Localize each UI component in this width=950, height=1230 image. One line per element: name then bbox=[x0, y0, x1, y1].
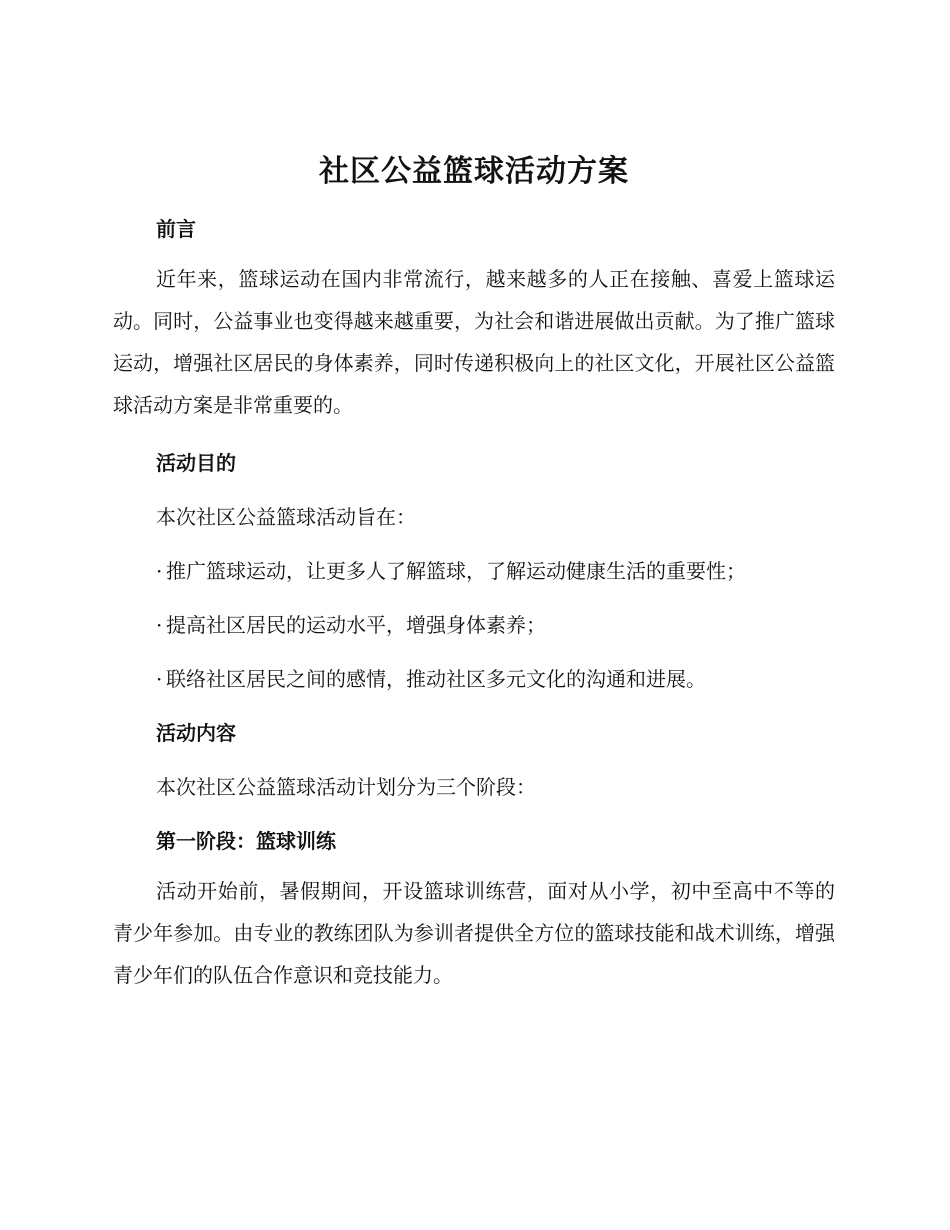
content-intro: 本次社区公益篮球活动计划分为三个阶段： bbox=[156, 775, 536, 799]
document-page bbox=[113, 150, 835, 996]
document-title: 社区公益篮球活动方案 bbox=[319, 154, 629, 189]
bullet-text: 联络社区居民之间的感情，推动社区多元文化的沟通和进展。 bbox=[166, 667, 706, 691]
bullet-marker: · bbox=[156, 667, 163, 691]
bullet-marker: · bbox=[156, 613, 163, 637]
section-heading-purpose: 活动目的 bbox=[156, 451, 236, 475]
spacer bbox=[113, 534, 835, 554]
bullet-text: 提高社区居民的运动水平，增强身体素养； bbox=[166, 613, 546, 637]
spacer bbox=[113, 426, 835, 446]
spacer bbox=[113, 588, 835, 608]
section-heading-content: 活动内容 bbox=[156, 721, 236, 745]
bullet-marker: · bbox=[156, 559, 163, 583]
bullet-text: 推广篮球运动，让更多人了解篮球，了解运动健康生活的重要性； bbox=[166, 559, 746, 583]
purpose-intro: 本次社区公益篮球活动旨在： bbox=[156, 505, 416, 529]
stage1-paragraph: 活动开始前，暑假期间，开设篮球训练营，面对从小学，初中至高中不等的青少年参加。由专业的教练团队为参训者提供全方位的篮球技能和战术训练，增强青少年们的队伍合作意识和竞技能力。 bbox=[113, 879, 835, 987]
spacer bbox=[113, 246, 835, 258]
spacer bbox=[113, 696, 835, 716]
spacer bbox=[113, 750, 835, 770]
spacer bbox=[113, 858, 835, 870]
section-heading-stage1: 第一阶段：篮球训练 bbox=[156, 829, 336, 853]
section-heading-preface: 前言 bbox=[156, 217, 196, 241]
purpose-bullet-2 bbox=[113, 608, 835, 642]
purpose-bullet-3 bbox=[113, 662, 835, 696]
preface-paragraph: 近年来，篮球运动在国内非常流行，越来越多的人正在接触、喜爱上篮球运动。同时，公益事业也变得越来越重要，为社会和谐进展做出贡献。为了推广篮球运动，增强社区居民的身体素养，同时传递积极向上的社区文化，开展社区公益篮球活动方案是非常重要的。 bbox=[113, 267, 835, 417]
spacer bbox=[113, 642, 835, 662]
purpose-bullet-1 bbox=[113, 554, 835, 588]
spacer bbox=[113, 804, 835, 824]
spacer bbox=[113, 480, 835, 500]
